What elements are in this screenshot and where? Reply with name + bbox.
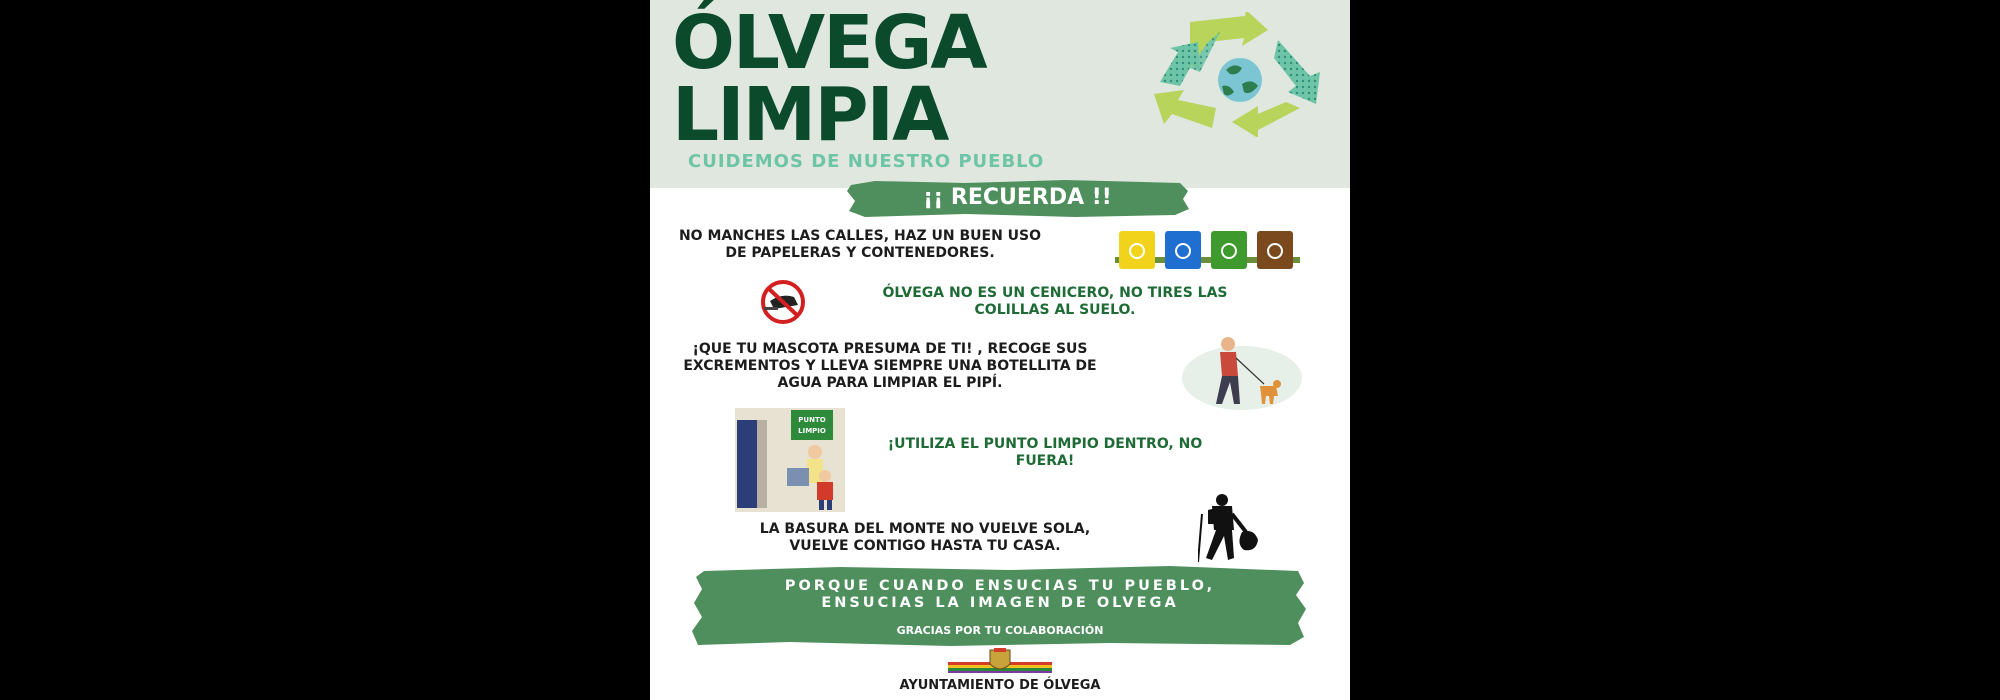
poster bbox=[650, 0, 1350, 700]
closing-line-1: PORQUE CUANDO ENSUCIAS TU PUEBLO, bbox=[784, 578, 1216, 594]
thanks-text: GRACIAS POR TU COLABORACIÓN bbox=[896, 624, 1104, 637]
punto-limpio-icon bbox=[735, 408, 845, 512]
message-cigarettes: ÓLVEGA NO ES UN CENICERO, NO TIRES LAS COLILLAS AL SUELO. bbox=[882, 285, 1228, 318]
message-mountain: LA BASURA DEL MONTE NO VUELVE SOLA, VUELVE CONTIGO HASTA TU CASA. bbox=[759, 521, 1091, 554]
closing-text bbox=[690, 578, 1310, 612]
closing-banner bbox=[690, 565, 1310, 647]
no-cigarette-butts-icon bbox=[748, 279, 818, 325]
subtitle: CUIDEMOS DE NUESTRO PUEBLO bbox=[688, 151, 1045, 172]
recycle-icon bbox=[1150, 12, 1330, 137]
dog-walker-icon bbox=[1180, 330, 1305, 412]
message-punto-limpio: ¡UTILIZA EL PUNTO LIMPIO DENTRO, NO FUERA! bbox=[887, 436, 1203, 469]
title-line-2: LIMPIA bbox=[672, 72, 948, 158]
message-pets: ¡QUE TU MASCOTA PRESUMA DE TI! , RECOGE SUS EXCREMENTOS Y LLEVA SIEMPRE UNA BOTELLITA DE AGUA PARA LIMPIAR EL PIPÍ. bbox=[683, 341, 1097, 391]
footer-ayuntamiento: AYUNTAMIENTO DE ÓLVEGA bbox=[899, 678, 1101, 693]
hiker-with-trash-bag-icon bbox=[1198, 492, 1283, 564]
recycling-bins-icon bbox=[1115, 227, 1300, 272]
punto-sign-line1: PUNTO bbox=[798, 416, 826, 424]
title-line-1: ÓLVEGA bbox=[672, 0, 986, 86]
message-bins: NO MANCHES LAS CALLES, HAZ UN BUEN USO DE PAPELERAS Y CONTENEDORES. bbox=[678, 228, 1042, 261]
recuerda-banner bbox=[845, 177, 1190, 219]
closing-line-2: ENSUCIAS LA IMAGEN DE OLVEGA bbox=[821, 595, 1179, 611]
recuerda-text: ¡¡ RECUERDA !! bbox=[923, 185, 1112, 210]
town-crest-icon bbox=[948, 648, 1052, 675]
punto-sign-line2: LIMPIO bbox=[798, 427, 826, 435]
